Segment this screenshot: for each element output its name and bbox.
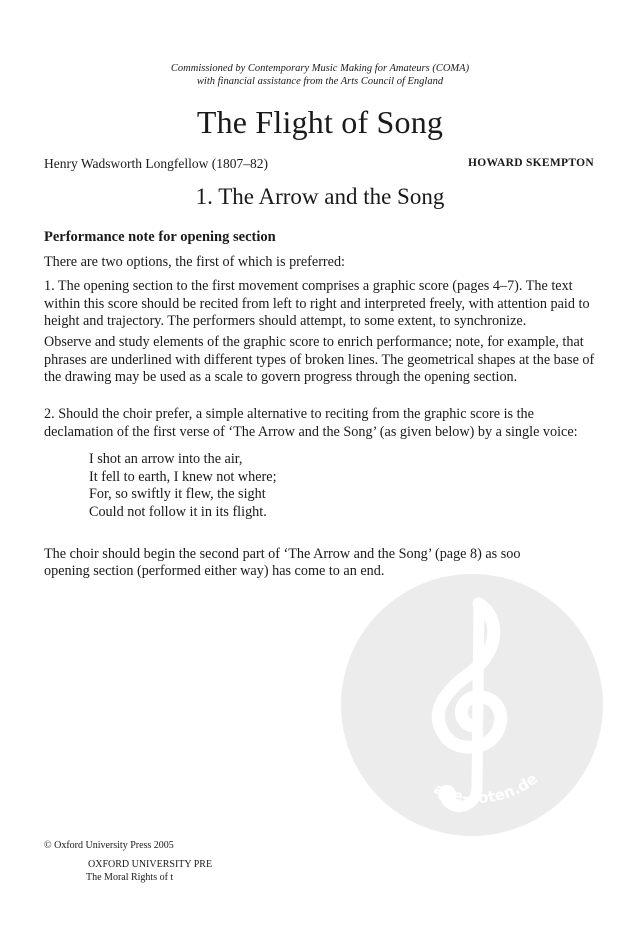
verse-line: I shot an arrow into the air, <box>89 451 243 467</box>
copyright-notice: © Oxford University Press 2005 <box>44 840 174 851</box>
watermark-logo <box>341 574 603 836</box>
movement-title: 1. The Arrow and the Song <box>195 184 445 209</box>
publisher-name: OXFORD UNIVERSITY PRE <box>88 859 213 870</box>
commission-line-1: Commissioned by Contemporary Music Making for Amateurs (COMA) <box>170 63 470 74</box>
commission-note <box>0 62 640 88</box>
option-two-paragraph: 2. Should the choir prefer, a simple alternative to reciting from the graphic score is the declamation of the first verse of ‘The Arrow and the Song’ (as given below) by a single voice: <box>44 406 578 440</box>
closing-paragraph-line-2: opening section (performed either way) has come to an end. <box>44 563 385 579</box>
performance-note-intro: There are two options, the first of which is preferred: <box>44 254 345 270</box>
performance-note-heading: Performance note for opening section <box>44 229 276 245</box>
poet-credit: Henry Wadsworth Longfellow (1807–82) <box>44 156 268 171</box>
verse-block <box>89 451 277 521</box>
commission-line-2: with financial assistance from the Arts Council of England <box>196 76 444 87</box>
closing-paragraph-line-1: The choir should begin the second part of ‘The Arrow and the Song’ (page 8) as soo <box>44 546 521 562</box>
watermark-text-path: alle-noten.de <box>431 769 541 808</box>
observe-paragraph: Observe and study elements of the graphic score to enrich performance; note, for example, that phrases are underlined with different types of broken lines. The geometrical shapes at the base of the drawing may be used as a scale to govern progress through the opening section. <box>44 334 595 385</box>
option-one-paragraph: 1. The opening section to the first movement comprises a graphic score (pages 4–7). The text within this score should be recited from left to right and interpreted freely, with attention paid to height and trajectory. The performers should attempt, to some extent, to synchronize. <box>44 278 590 329</box>
verse-line: For, so swiftly it flew, the sight <box>89 486 266 502</box>
work-title: The Flight of Song <box>196 104 444 140</box>
moral-rights-notice: The Moral Rights of t <box>86 872 174 883</box>
verse-line: It fell to earth, I knew not where; <box>89 468 277 485</box>
verse-line: Could not follow it in its flight. <box>89 503 267 520</box>
composer-credit: HOWARD SKEMPTON <box>467 157 594 169</box>
